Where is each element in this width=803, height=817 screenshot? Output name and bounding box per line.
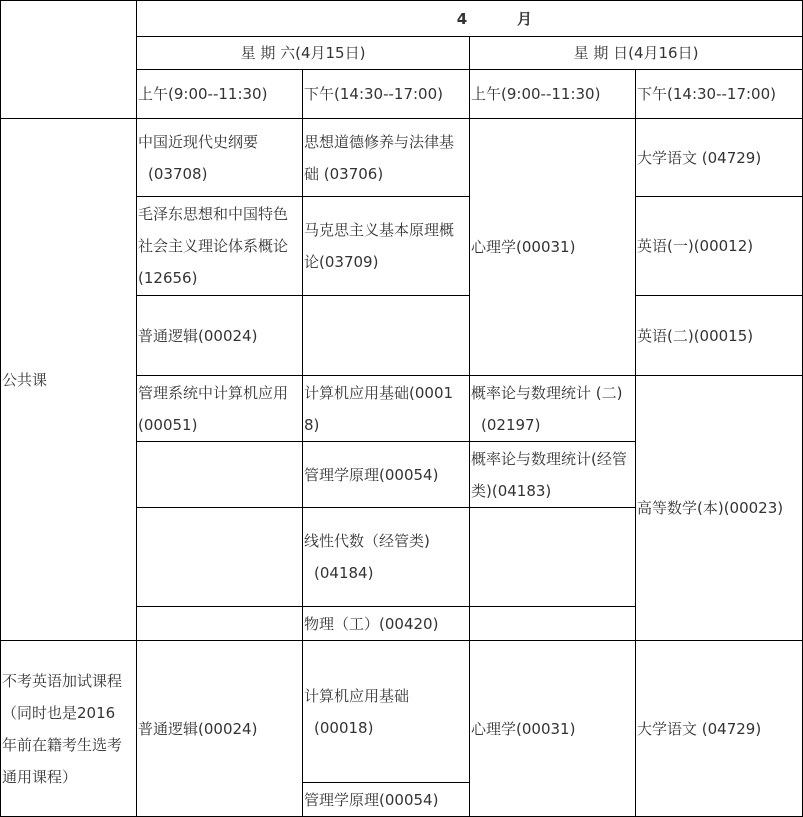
category-line: 年前在籍考生选考 [2, 735, 123, 754]
course-cell: 马克思主义基本原理概论(03709) [303, 197, 470, 296]
course-cell: 管理系统中计算机应用(00051) [137, 376, 303, 442]
day-header-saturday: 星 期 六(4月15日) [137, 37, 470, 70]
course-name: 概率论与数理统计 (二) [471, 383, 623, 402]
course-cell: 普通逻辑(00024) [137, 641, 303, 817]
course-cell [470, 376, 636, 442]
course-name: 计算机应用基础 [304, 686, 410, 705]
course-cell: 普通逻辑(00024) [137, 296, 303, 376]
course-cell [303, 641, 470, 783]
course-cell: 英语(一)(00012) [636, 197, 803, 296]
course-cell: 英语(二)(00015) [636, 296, 803, 376]
category-line: 不考英语加试课程 [2, 671, 123, 690]
course-code: (02197) [481, 415, 541, 434]
month-label: 月 [517, 9, 533, 28]
empty-cell [137, 607, 303, 641]
category-extra [1, 641, 137, 817]
category-line: 通用课程） [2, 767, 78, 786]
category-line: （同时也是2016 [2, 703, 116, 722]
month-header [137, 1, 803, 37]
course-cell: 思想道德修养与法律基础 (03706) [303, 119, 470, 197]
category-public: 公共课 [1, 119, 137, 641]
course-code: (04184) [314, 564, 374, 582]
empty-cell [470, 508, 636, 607]
course-cell: 心理学(00031) [470, 119, 636, 376]
month-number: 4 [456, 9, 468, 28]
course-cell [137, 119, 303, 197]
slot-sun-pm: 下午(14:30--17:00) [636, 70, 803, 119]
course-cell: 毛泽东思想和中国特色社会主义理论体系概论(12656) [137, 197, 303, 296]
course-cell: 物理（工）(00420) [303, 607, 470, 641]
course-cell: 概率论与数理统计(经管类)(04183) [470, 442, 636, 508]
course-cell: 计算机应用基础(00018) [303, 376, 470, 442]
course-cell: 高等数学(本)(00023) [636, 376, 803, 641]
corner-cell [1, 1, 137, 119]
course-cell [303, 508, 470, 607]
course-code: (00018) [314, 718, 374, 737]
slot-sat-pm: 下午(14:30--17:00) [303, 70, 470, 119]
course-cell: 大学语文 (04729) [636, 119, 803, 197]
empty-cell [137, 442, 303, 508]
course-name: 线性代数（经管类) [304, 532, 430, 550]
day-header-sunday: 星 期 日(4月16日) [470, 37, 803, 70]
course-cell: 大学语文 (04729) [636, 641, 803, 817]
course-code: (03708) [148, 164, 208, 183]
empty-cell [303, 296, 470, 376]
empty-cell [137, 508, 303, 607]
course-name: 中国近现代史纲要 [138, 132, 259, 151]
slot-sun-am: 上午(9:00--11:30) [470, 70, 636, 119]
slot-sat-am: 上午(9:00--11:30) [137, 70, 303, 119]
course-cell: 管理学原理(00054) [303, 783, 470, 817]
empty-cell [470, 607, 636, 641]
course-cell: 管理学原理(00054) [303, 442, 470, 508]
course-cell: 心理学(00031) [470, 641, 636, 817]
